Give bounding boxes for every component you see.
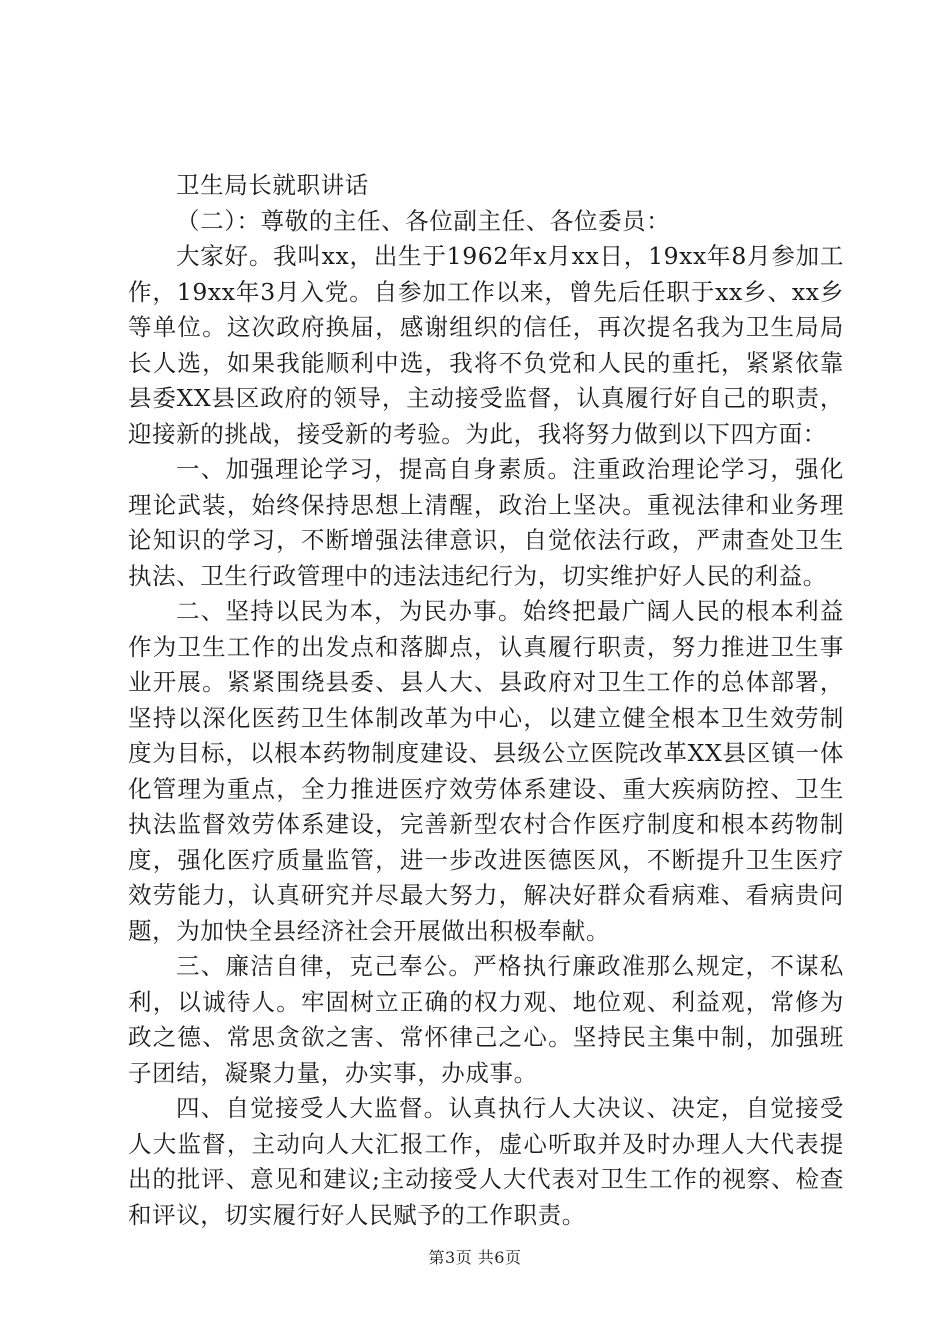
paragraph-point-4: 四、自觉接受人大监督。认真执行人大决议、决定，自觉接受人大监督，主动向人大汇报工作，虚心听取并及时办理人大代表提出的批评、意见和建议;主动接受人大代表对卫生工作的视察、检查和评议，切实履行好人民赋予的工作职责。 xyxy=(128,1094,844,1229)
paragraph-point-3: 三、廉洁自律，克己奉公。严格执行廉政准那么规定，不谋私利，以诚待人。牢固树立正确的权力观、地位观、利益观，常修为政之德、常思贪欲之害、常怀律己之心。坚持民主集中制，加强班子团结，凝聚力量，办实事，办成事。 xyxy=(128,952,844,1087)
paragraph-point-2: 二、坚持以民为本，为民办事。始终把最广阔人民的根本利益作为卫生工作的出发点和落脚点，认真履行职责，努力推进卫生事业开展。紧紧围绕县委、县人大、县政府对卫生工作的总体部署，坚持以深化医药卫生体制改革为中心，以建立健全根本卫生效劳制度为目标，以根本药物制度建设、县级公立医院改革XX县区镇一体化管理为重点，全力推进医疗效劳体系建设、重大疾病防控、卫生执法监督效劳体系建设，完善新型农村合作医疗制度和根本药物制度，强化医疗质量监管，进一步改进医德医风，不断提升卫生医疗效劳能力，认真研究并尽最大努力，解决好群众看病难、看病贵问题，为加快全县经济社会开展做出积极奉献。 xyxy=(128,597,844,945)
paragraph-point-1: 一、加强理论学习，提高自身素质。注重政治理论学习，强化理论武装，始终保持思想上清醒，政治上坚决。重视法律和业务理论知识的学习，不断增强法律意识，自觉依法行政，严肃查处卫生执法、卫生行政管理中的违法违纪行为，切实维护好人民的利益。 xyxy=(128,455,844,590)
document-title: 卫生局长就职讲话 xyxy=(176,171,369,199)
document-body xyxy=(128,168,844,1233)
page-number-footer: 第3页 共6页 xyxy=(428,1248,522,1267)
salutation: （二）：尊敬的主任、各位副主任、各位委员： xyxy=(176,206,671,235)
paragraph-intro: 大家好。我叫xx，出生于1962年x月xx日，19xx年8月参加工作，19xx年3月入党。自参加工作以来，曾先后任职于xx乡、xx乡等单位。这次政府换届，感谢组织的信任，再次提名我为卫生局局长人选，如果我能顺利中选，我将不负党和人民的重托，紧紧依靠县委XX县区政府的领导，主动接受监督，认真履行好自己的职责，迎接新的挑战，接受新的考验。为此，我将努力做到以下四方面： xyxy=(128,242,844,448)
